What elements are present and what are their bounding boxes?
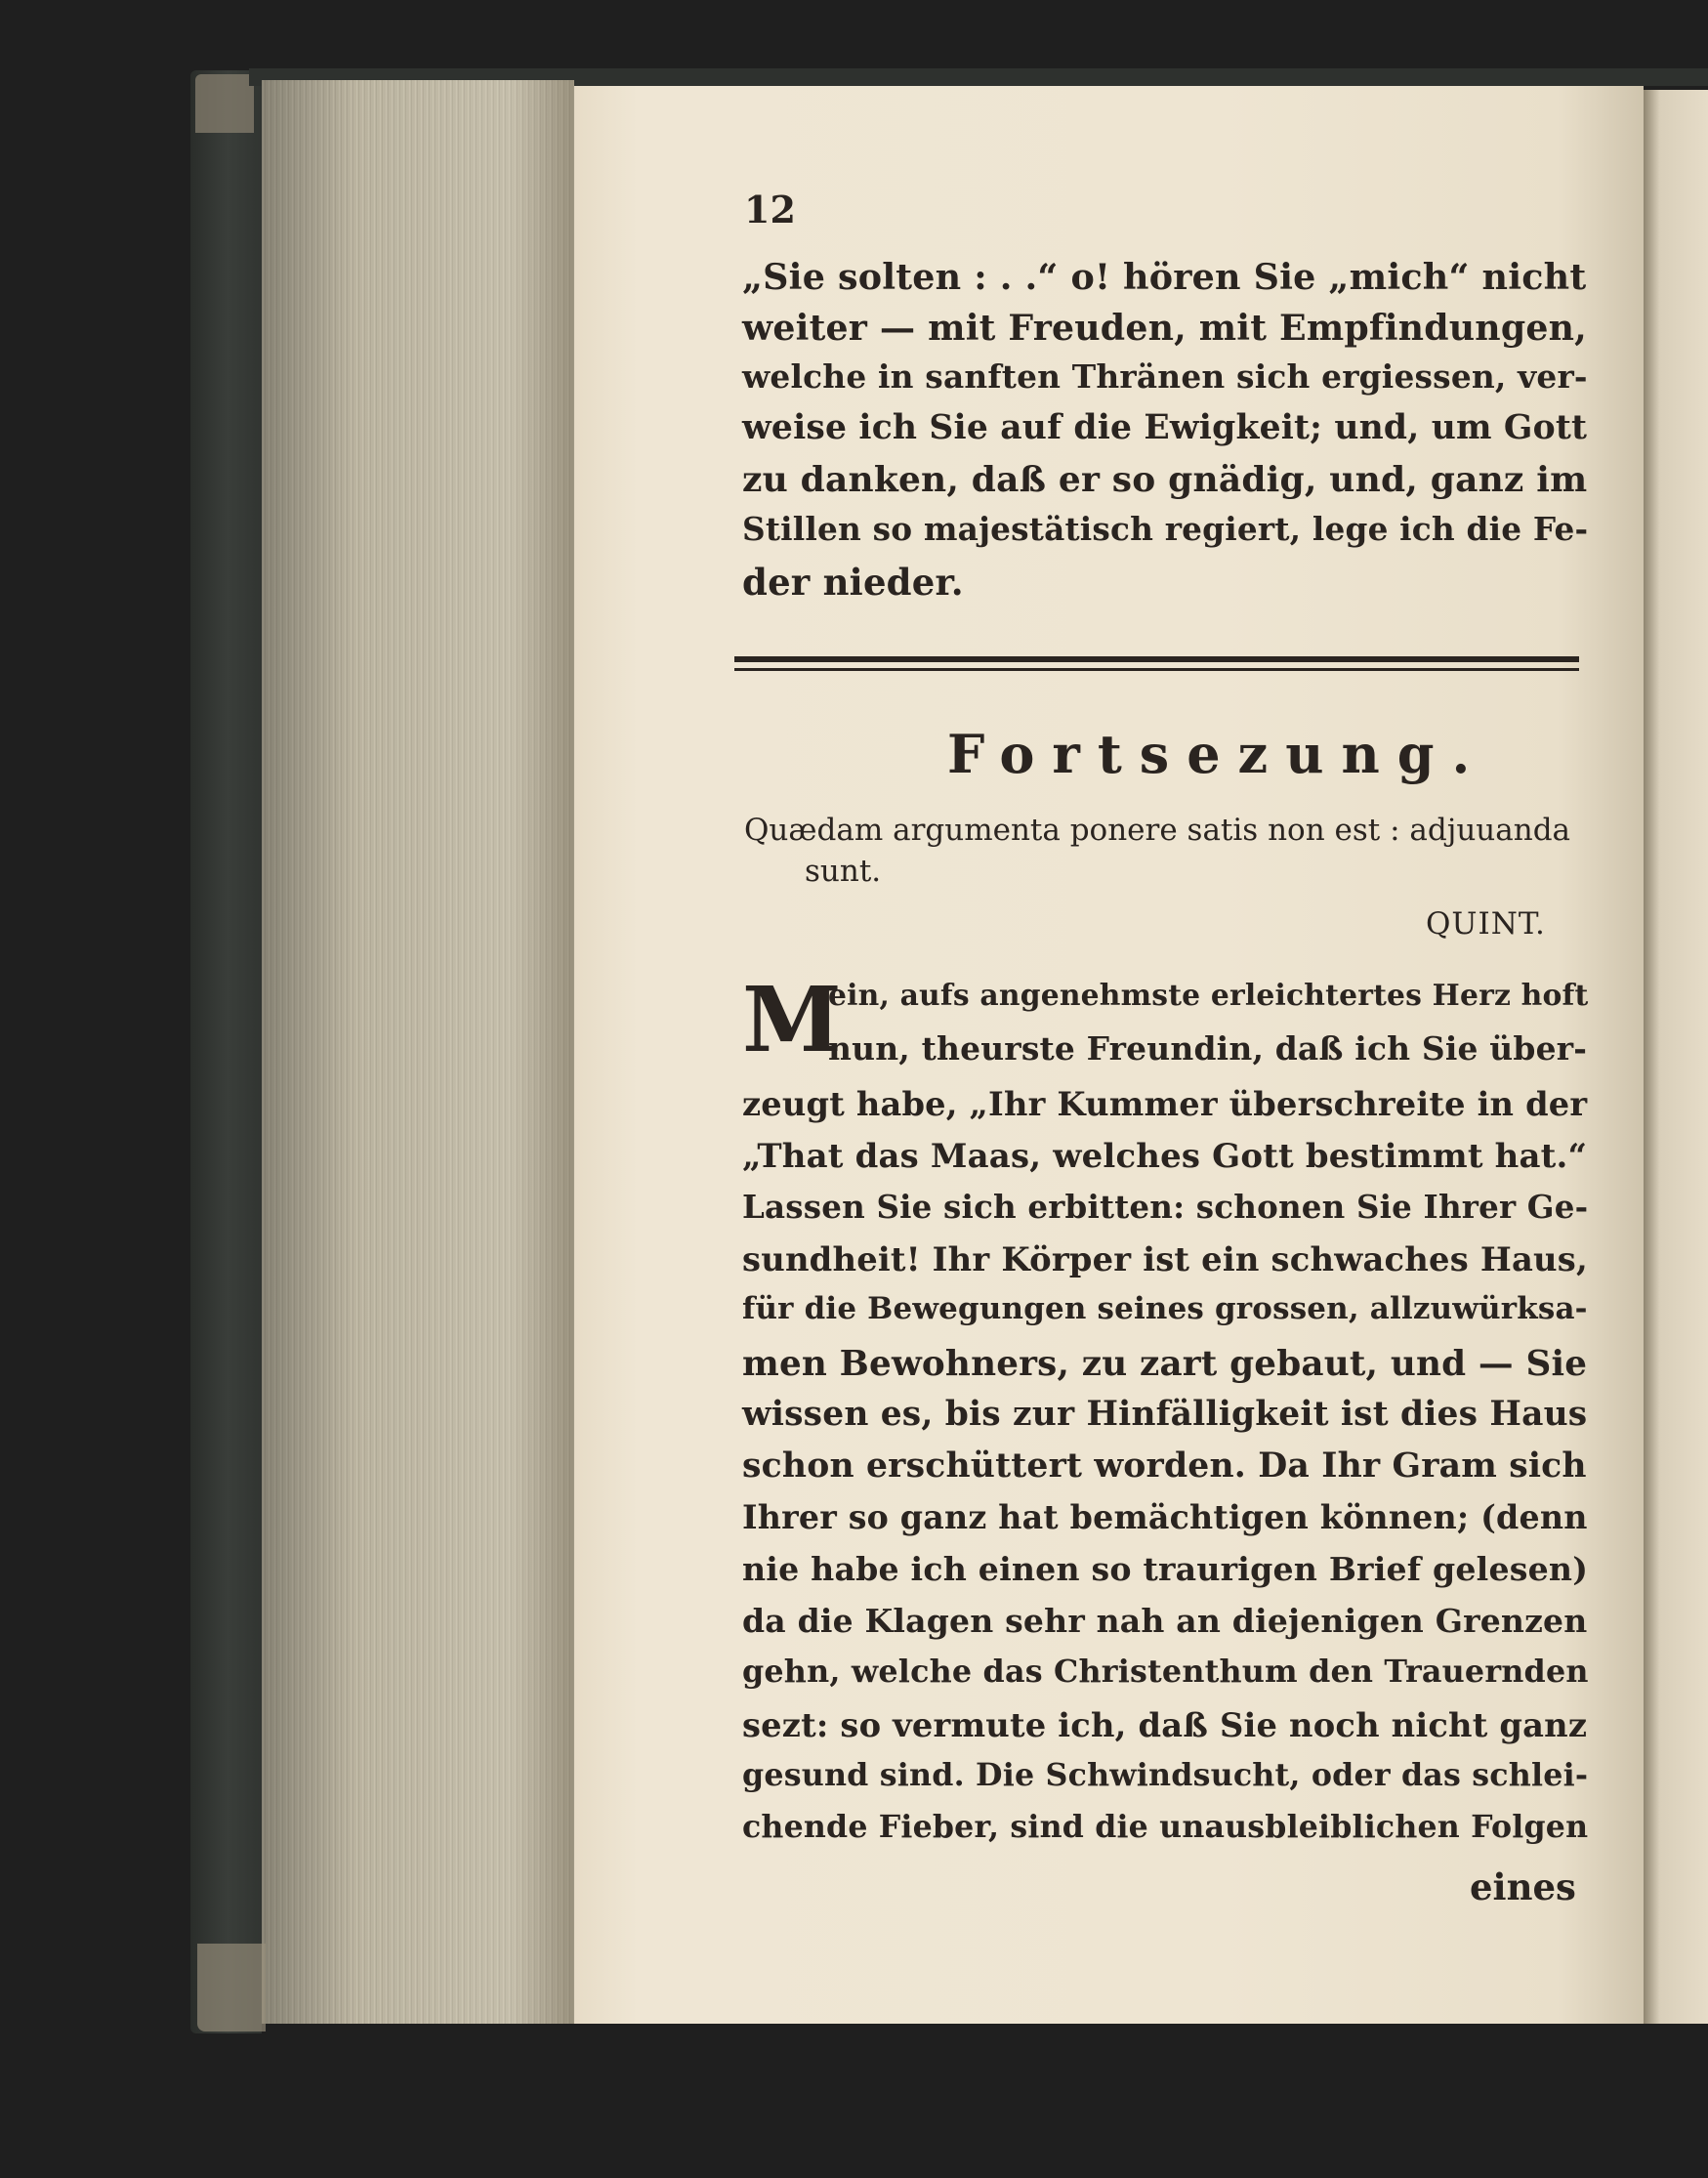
text-line: weise ich Sie auf die Ewigkeit; und, um Gott [742,408,1588,447]
section-divider-thin [734,668,1579,671]
page-edges-shading [262,80,574,2024]
motto-line: sunt. [805,854,882,889]
worn-cover-corner-bottom [197,1944,266,2031]
page-number: 12 [744,188,796,231]
section-divider [734,656,1579,662]
text-line: nie habe ich einen so traurigen Brief gelesen) [742,1550,1589,1588]
text-line: wissen es, bis zur Hinfälligkeit ist dies Haus [742,1395,1588,1434]
text-line: nun, theurste Freundin, daß ich Sie über- [828,1029,1588,1068]
text-line: zeugt habe, „Ihr Kummer überschreite in der [742,1084,1588,1123]
text-line: gehn, welche das Christenthum den Trauernden [742,1654,1589,1690]
text-line: der nieder. [742,561,964,604]
text-line: men Bewohners, zu zart gebaut, und — Sie [742,1343,1588,1384]
text-line: Stillen so majestätisch regiert, lege ich die Fe- [742,510,1589,548]
text-line: ein, aufs angenehmste erleichtertes Herz hoft [828,979,1589,1013]
text-line: weiter — mit Freuden, mit Empfindungen, [742,307,1587,349]
text-line: Ihrer so ganz hat bemächtigen können; (denn [742,1498,1588,1536]
text-line: sezt: so vermute ich, daß Sie noch nicht ganz [742,1705,1588,1744]
text-line: zu danken, daß er so gnädig, und, ganz im [742,459,1588,500]
worn-cover-corner-top [195,74,254,133]
text-line: „Sie solten : . .“ o! hören Sie „mich“ nicht [742,256,1587,298]
section-heading: Fortsezung. [947,723,1488,785]
catchword: eines [1470,1865,1576,1908]
text-line: „That das Maas, welches Gott bestimmt hat.“ [742,1136,1588,1175]
text-line: chende Fieber, sind die unausbleiblichen Folgen [742,1809,1589,1845]
motto-author: QUINT. [1426,906,1546,942]
text-line: da die Klagen sehr nah an diejenigen Grenzen [742,1602,1588,1640]
text-line: für die Bewegungen seines grossen, allzuwürksa- [742,1291,1588,1326]
text-line: welche in sanften Thränen sich ergiessen, ver- [742,357,1588,396]
text-line: gesund sind. Die Schwindsucht, oder das schlei- [742,1757,1589,1793]
motto-line: Quædam argumenta ponere satis non est : adjuuanda [744,813,1571,848]
text-line: schon erschüttert worden. Da Ihr Gram sich [742,1446,1587,1486]
drop-capital: M [742,967,842,1072]
text-line: sundheit! Ihr Körper ist ein schwaches Haus, [742,1239,1588,1278]
background-bottom [262,2024,1708,2178]
text-line: Lassen Sie sich erbitten: schonen Sie Ihrer Ge- [742,1188,1589,1226]
facing-page-edge [1644,90,1708,2082]
